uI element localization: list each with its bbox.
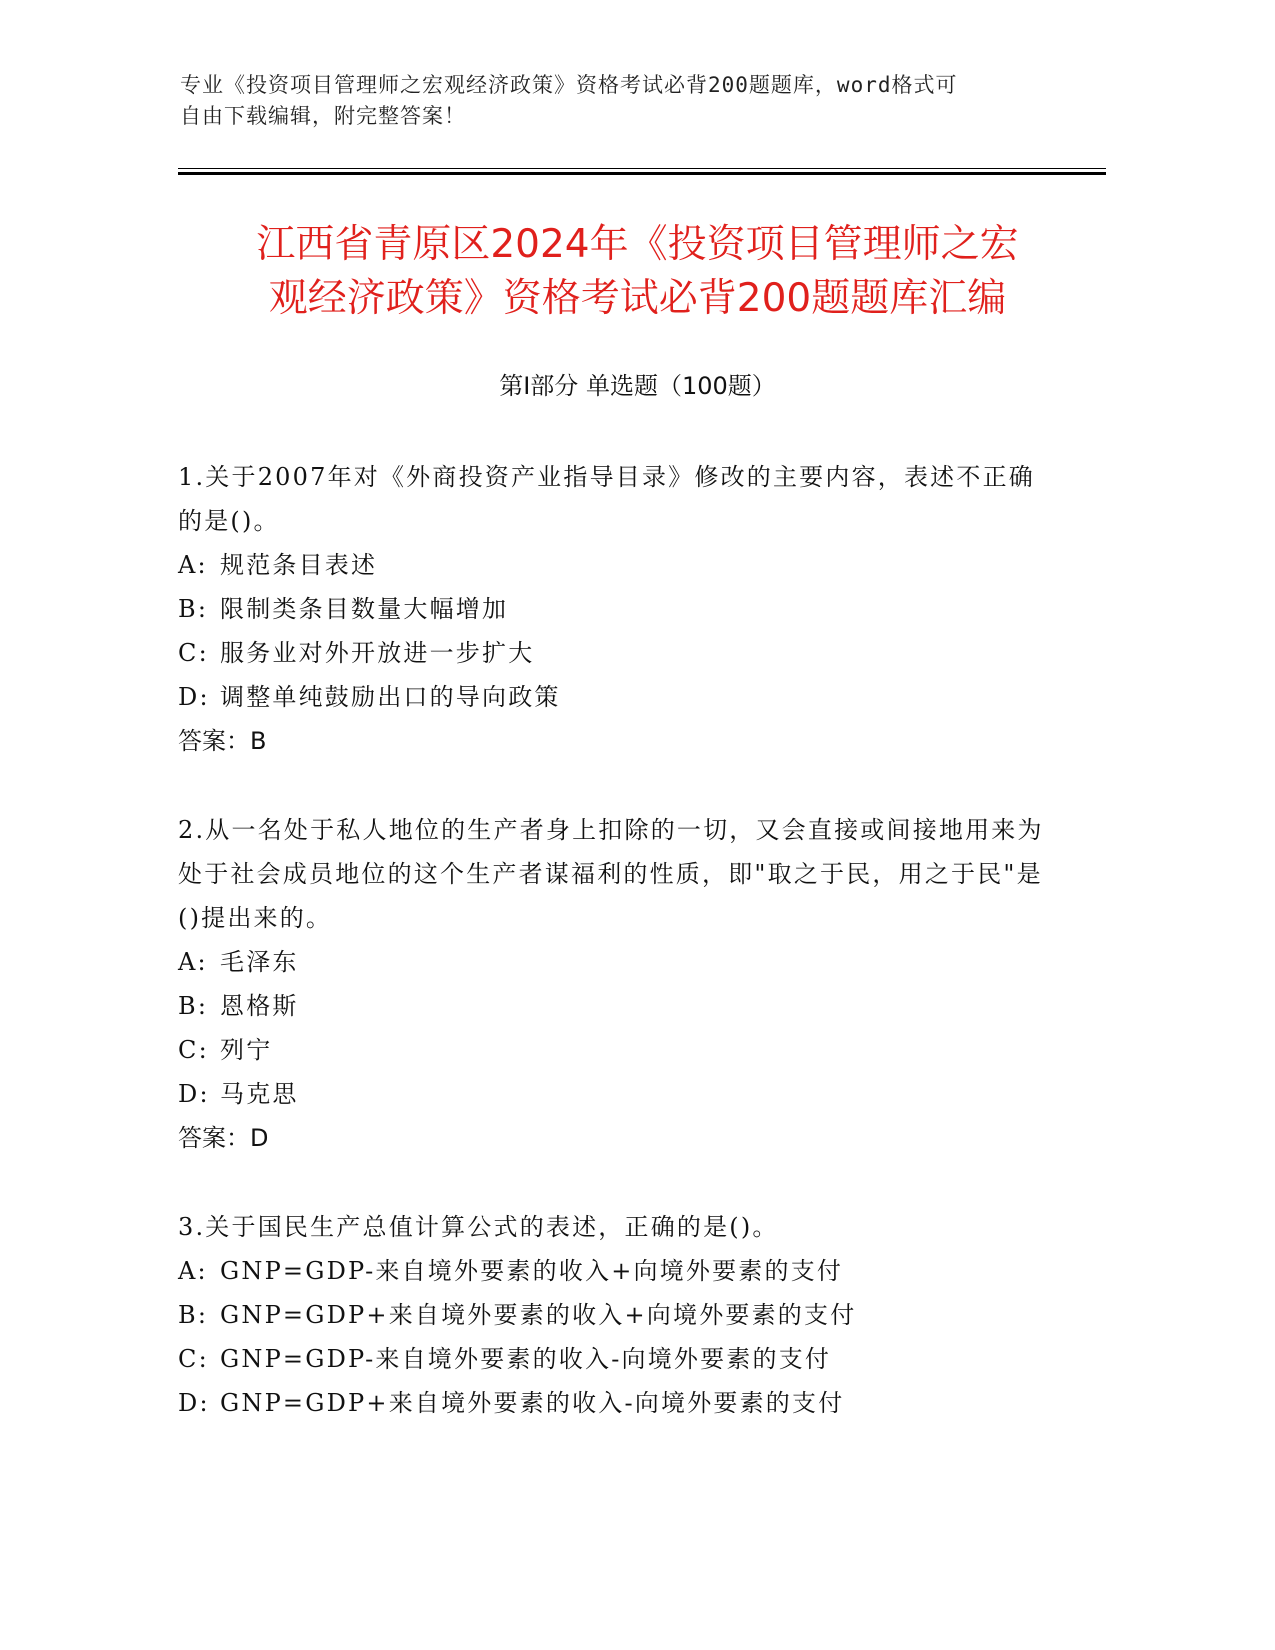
document-title: [140, 218, 1135, 326]
option-text: GNP=GDP-来自境外要素的收入-向境外要素的支付: [220, 1345, 832, 1373]
option-text: 毛泽东: [220, 948, 299, 976]
option-text: 规范条目表述: [220, 551, 378, 579]
option-text: 列宁: [220, 1036, 273, 1064]
question-2: [178, 808, 1058, 1160]
option-text: GNP=GDP+来自境外要素的收入+向境外要素的支付: [220, 1301, 857, 1329]
option-key: C:: [178, 639, 209, 667]
question-1: [178, 455, 1058, 763]
option-text: 限制类条目数量大幅增加: [220, 595, 509, 623]
option-c: [178, 631, 1058, 675]
option-d: [178, 675, 1058, 719]
header-note-line: 专业《投资项目管理师之宏观经济政策》资格考试必背200题题库，word格式可: [180, 73, 958, 97]
question-list: [178, 455, 1058, 1470]
option-key: B:: [178, 992, 209, 1020]
question-3: [178, 1205, 1058, 1425]
section-title: 第Ⅰ部分 单选题（100题）: [499, 372, 776, 400]
option-c: [178, 1337, 1058, 1381]
option-key: A:: [178, 948, 208, 976]
header-note-line: 自由下载编辑，附完整答案！: [180, 104, 466, 128]
option-d: [178, 1381, 1058, 1425]
option-a: [178, 940, 1058, 984]
option-key: C:: [178, 1036, 209, 1064]
option-text: GNP=GDP+来自境外要素的收入-向境外要素的支付: [220, 1389, 845, 1417]
document-title-line: 江西省青原区2024年《投资项目管理师之宏: [256, 222, 1019, 267]
option-c: [178, 1028, 1058, 1072]
header-note: [180, 70, 1080, 132]
option-key: D:: [178, 1389, 210, 1417]
question-stem: 2.从一名处于私人地位的生产者身上扣除的一切，又会直接或间接地用来为处于社会成员地位的这个生产者谋福利的性质，即"取之于民，用之于民"是()提出来的。: [178, 816, 1044, 932]
option-a: [178, 543, 1058, 587]
option-key: B:: [178, 595, 209, 623]
header-rule-thin: [178, 168, 1106, 169]
question-stem: 3.关于国民生产总值计算公式的表述，正确的是()。: [178, 1213, 779, 1241]
option-text: 恩格斯: [220, 992, 299, 1020]
option-key: D:: [178, 683, 210, 711]
option-key: C:: [178, 1345, 209, 1373]
option-key: B:: [178, 1301, 209, 1329]
option-key: A:: [178, 1257, 208, 1285]
option-text: GNP=GDP-来自境外要素的收入+向境外要素的支付: [220, 1257, 844, 1285]
option-d: [178, 1072, 1058, 1116]
option-b: [178, 587, 1058, 631]
document-title-line: 观经济政策》资格考试必背200题题库汇编: [268, 276, 1007, 321]
option-a: [178, 1249, 1058, 1293]
option-text: 马克思: [220, 1080, 299, 1108]
answer-line: 答案：D: [178, 1124, 269, 1152]
question-stem: 1.关于2007年对《外商投资产业指导目录》修改的主要内容，表述不正确的是()。: [178, 463, 1035, 535]
option-text: 服务业对外开放进一步扩大: [220, 639, 535, 667]
option-text: 调整单纯鼓励出口的导向政策: [220, 683, 561, 711]
answer-line: 答案：B: [178, 727, 267, 755]
option-key: D:: [178, 1080, 210, 1108]
option-key: A:: [178, 551, 208, 579]
option-b: [178, 1293, 1058, 1337]
header-rule-thick: [178, 172, 1106, 175]
option-b: [178, 984, 1058, 1028]
